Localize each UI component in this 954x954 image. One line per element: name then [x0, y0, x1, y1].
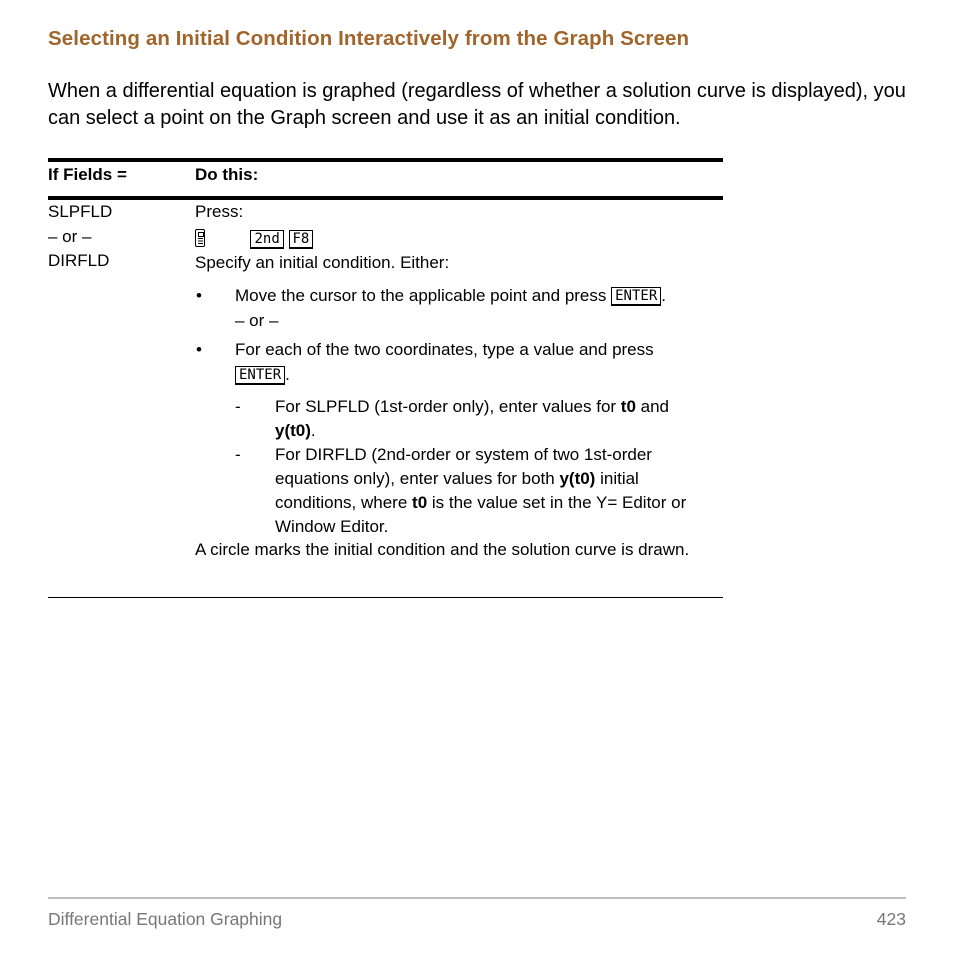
specify-text: Specify an initial condition. Either:	[195, 253, 450, 272]
table-top-rule	[48, 158, 723, 162]
field-or: – or –	[48, 226, 92, 246]
calculator-icon	[195, 229, 205, 247]
key-sequence	[195, 227, 313, 252]
key-2nd: 2nd	[250, 230, 283, 249]
conclusion-text: A circle marks the initial condition and the solution curve is drawn.	[195, 540, 690, 559]
dash-marker: -	[235, 445, 241, 464]
fields-cell	[48, 200, 112, 274]
field-slpfld: SLPFLD	[48, 202, 113, 221]
press-label: Press:	[195, 202, 244, 221]
section-heading: Selecting an Initial Condition Interactively from the Graph Screen	[48, 27, 690, 50]
col-header-action: Do this:	[195, 165, 259, 184]
sub-item-dirfld: For DIRFLD (2nd-order or system of two 1st-order equations only), enter values for both y(t0) initial conditions, where t0 is the value set in the Y= Editor or Window Editor.	[275, 445, 687, 536]
sub-item-slpfld: For SLPFLD (1st-order only), enter values for t0 and y(t0).	[275, 397, 670, 440]
dash-marker: -	[235, 397, 241, 416]
key-enter: ENTER	[611, 287, 661, 306]
footer-title: Differential Equation Graphing	[48, 909, 283, 929]
bullet-type-value: For each of the two coordinates, type a value and press	[235, 340, 654, 359]
bullet-marker: •	[196, 286, 202, 305]
footer-rule	[48, 897, 906, 899]
field-dirfld: DIRFLD	[48, 251, 110, 270]
page-number: 423	[876, 909, 906, 929]
bullet-marker: •	[196, 340, 202, 359]
table-bottom-rule	[48, 597, 723, 598]
bullet-or: – or –	[235, 311, 279, 330]
bullet-move-cursor: Move the cursor to the applicable point and press ENTER .	[235, 286, 667, 305]
key-enter: ENTER	[235, 366, 285, 385]
table-header-rule	[48, 196, 723, 200]
col-header-fields: If Fields =	[48, 165, 127, 184]
key-f8: F8	[289, 230, 314, 249]
bullet-type-value-key: ENTER .	[235, 363, 290, 388]
intro-paragraph: When a differential equation is graphed (regardless of whether a solution curve is displayed), you can select a point on the Graph screen and use it as an initial condition.	[48, 80, 906, 129]
